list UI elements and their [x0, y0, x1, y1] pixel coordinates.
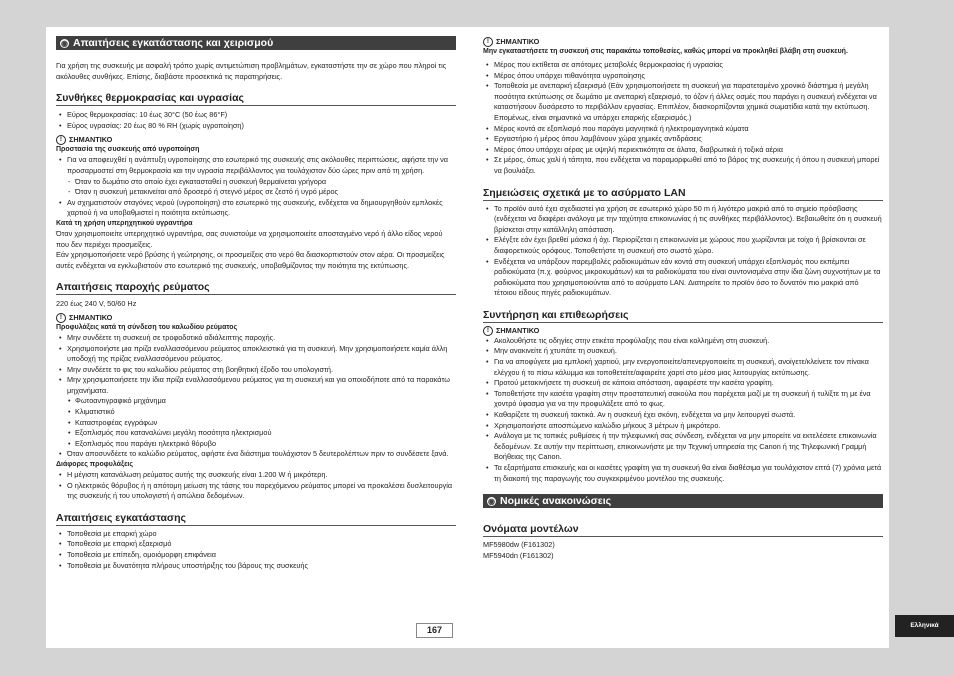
- warning-icon: !: [56, 313, 66, 323]
- globe-icon: ◉: [61, 38, 68, 48]
- list-item: - Όταν η συσκευή μετακινείται από δροσερό ή στεγνό μέρος σε ζεστό ή υγρό μέρος: [56, 187, 456, 198]
- language-tab: Ελληνικά: [895, 615, 954, 637]
- list: [483, 336, 883, 484]
- list-item: • Τοποθεσία με επαρκή εξαερισμό: [56, 539, 456, 550]
- list-item: • Τοποθετήστε την κασέτα γραφίτη στην προστατευτική σακούλα που παρέχεται μαζί με τη συσκευή ή τυλίξτε τη με ένα χοντρό ύφασμα για να την προφυλάξετε από το φως.: [483, 389, 883, 410]
- paragraph: Εάν χρησιμοποιήσετε νερό βρύσης ή γεώτρησης, οι προσμείξεις στο νερό θα διασκορπιστούν στον αέρα. Οι προσμείξεις αυτές ενδέχεται να εγκλωβιστούν στο εσωτερικό της συσκευής, υποβαθμίζοντας την ποιότητα της εκτύπωσης.: [56, 250, 445, 270]
- temp-list: [56, 110, 456, 131]
- lan-heading: Σημειώσεις σχετικά με το ασύρματο LAN: [483, 187, 883, 201]
- list: [56, 333, 456, 397]
- list-item: • Τα εξαρτήματα επισκευής και οι κασέτες γραφίτη για τη συσκευή θα είναι διαθέσιμα για τουλάχιστον επτά (7) χρόνια μετά τη διακοπή της παραγωγής του συγκεκριμένου μοντέλου της συσκευής.: [483, 463, 883, 484]
- list-item: • Φωτοαντιγραφικό μηχάνημα: [56, 396, 456, 407]
- list: [56, 155, 456, 176]
- right-column: [483, 27, 883, 561]
- important-note: ! ΣΗΜΑΝΤΙΚΟ: [483, 326, 883, 336]
- model-name: MF5980dw (F161302): [483, 540, 555, 550]
- subheading: Μην εγκαταστήσετε τη συσκευή στις παρακάτω τοποθεσίες, καθώς μπορεί να προκληθεί βλάβη στη συσκευή.: [483, 48, 848, 55]
- list-item: • Μέρος όπου υπάρχει αέρας με υψηλή περιεκτικότητα σε άλατα, διαβρωτικά ή τοξικά αέρια: [483, 145, 883, 156]
- paragraph: Όταν χρησιμοποιείτε υπερηχητικό υγραντήρα, σας συνιστούμε να χρησιμοποιείτε αποσταγμένο νερό ή άλλο είδος νερού που δεν περιέχει προσμείξεις.: [56, 228, 443, 249]
- models-heading: Ονόματα μοντέλων: [483, 523, 883, 537]
- list-item: • Ανάλογα με τις τοπικές ρυθμίσεις ή την τηλεφωνική σας σύνδεση, ενδέχεται να μην μπορείτε να εκτελέσετε επικοινωνία δεδομένων. Σε αυτήν την περίπτωση, επικοινωνήστε με την Τεχνική υπηρεσία της Canon ή της Τηλεφωνική Γραμμή Βοήθειας της Canon.: [483, 431, 883, 463]
- list-item: • Για να αποφευχθεί η ανάπτυξη υγροποίησης στο εσωτερικό της συσκευής στις ακόλουθες περιπτώσεις, αφήστε την να προσαρμοστεί στη θερμοκρασία και την υγρασία περιβάλλοντος για τουλάχιστον δύο ώρες πριν από τη χρήση.: [56, 155, 456, 176]
- warning-icon: !: [483, 326, 493, 336]
- install-list: [56, 529, 456, 571]
- list-item: • Τοποθεσία με επαρκή χώρο: [56, 529, 456, 540]
- list: [56, 470, 456, 502]
- list: [56, 198, 456, 219]
- list: [56, 449, 456, 460]
- list-item: • Προτού μετακινήσετε τη συσκευή σε κάποια απόσταση, αφαιρέστε την κασέτα γραφίτη.: [483, 378, 883, 389]
- maint-heading: Συντήρηση και επιθεωρήσεις: [483, 309, 883, 323]
- list-item: • Χρησιμοποιήστε μια πρίζα εναλλασσόμενου ρεύματος αποκλειστικά για τη συσκευή. Μην χρησιμοποιήσετε καμία άλλη υποδοχή της πρίζας εναλλασσόμενου ρεύματος.: [56, 344, 456, 365]
- list-item: • Μην χρησιμοποιήσετε την ίδια πρίζα εναλλασσόμενου ρεύματος για τη συσκευή και για οποιοδήποτε από τα παρακάτω μηχανήματα.: [56, 375, 456, 396]
- globe-icon: ◉: [488, 496, 495, 506]
- list-item: • Εξοπλισμός που καταναλώνει μεγάλη ποσότητα ηλεκτρισμού: [56, 428, 456, 439]
- list-item: • Ενδέχεται να υπάρξουν παρεμβολές ραδιοκυμάτων εάν κοντά στη συσκευή υπάρχει εξοπλισμός που εκπέμπει ραδιοκύματα (π.χ. φούρνος μικροκυμάτων) και τα ραδιοκύματα του είναι συντονισμένα στην ίδια ζώνη συχνοτήτων με τα ραδιοκύματα που χρησιμοποιούνται από το ασύρματο LAN. Διατηρείτε το προϊόν όσο το δυνατόν πιο μακριά από τέτοιου είδους πηγές ραδιοκυμάτων.: [483, 257, 883, 299]
- important-note: ! ΣΗΜΑΝΤΙΚΟ: [56, 313, 456, 323]
- list-item: • Τοποθεσία με δυνατότητα πλήρους υποστήριξης του βάρους της συσκευής: [56, 561, 456, 572]
- temp-heading: Συνθήκες θερμοκρασίας και υγρασίας: [56, 92, 456, 106]
- important-note: ! ΣΗΜΑΝΤΙΚΟ: [483, 37, 883, 47]
- list-item: • Το προϊόν αυτό έχει σχεδιαστεί για χρήση σε εσωτερικό χώρο 50 m ή λιγότερο μακριά από το σημείο πρόσβασης (ενδέχεται να διαφέρει ανάλογα με την ταχύτητα επικοινωνίας ή τις συνθήκες περιβάλλοντος). Βεβαιωθείτε ότι η συσκευή βρίσκεται στην κατάλληλη απόσταση.: [483, 204, 883, 236]
- lan-list: [483, 204, 883, 299]
- sub-list: [56, 396, 456, 449]
- power-value: 220 έως 240 V, 50/60 Hz: [56, 299, 137, 309]
- subheading: Κατά τη χρήση υπερηχητικού υγραντήρα: [56, 219, 193, 227]
- list-item: • Μην ανακινείτε ή χτυπάτε τη συσκευή.: [483, 346, 883, 357]
- list-item: • Εύρος υγρασίας: 20 έως 80 % RH (χωρίς υγροποίηση): [56, 121, 456, 132]
- list-item: • Εργαστήριο ή μέρος όπου λαμβάνουν χώρα χημικές αντιδράσεις: [483, 134, 883, 145]
- list: [483, 60, 883, 177]
- list-item: • Αν σχηματιστούν σταγόνες νερού (υγροποίηση) στο εσωτερικό της συσκευής, ενδέχεται να δημιουργηθούν εμπλοκές χαρτιού ή να υποβαθμιστεί η ποιότητα εκτύπωσης.: [56, 198, 456, 219]
- list-item: • Για να αποφύγετε μια εμπλοκή χαρτιού, μην ενεργοποιείτε/απενεργοποιείτε τη συσκευή, ανοίγετε/κλείνετε τον πίνακα ελέγχου ή το πίσω κάλυμμα και τοποθετείτε/αφαιρείτε χαρτί στο μέσο μιας λειτουργίας εκτύπωσης.: [483, 357, 883, 378]
- list-item: • Μέρος που εκτίθεται σε απότομες μεταβολές θερμοκρασίας ή υγρασίας: [483, 60, 883, 71]
- left-column: [56, 27, 456, 571]
- list-item: • Καθαρίζετε τη συσκευή τακτικά. Αν η συσκευή έχει σκόνη, ενδέχεται να μην λειτουργεί σωστά.: [483, 410, 883, 421]
- model-name: MF5940dn (F161302): [483, 550, 554, 560]
- list-item: • Τοποθεσία με επίπεδη, ομοιόμορφη επιφάνεια: [56, 550, 456, 561]
- list-item: • Ελέγξτε εάν έχει βρεθεί μάσκα ή όχι. Περιορίζεται η επικοινωνία με χώρους που χωρίζονται με τοίχο ή βρίσκονται σε διαφορετικούς ορόφους. Τοποθετήστε τη συσκευή στο σωστό χώρο.: [483, 235, 883, 256]
- list-item: • Μην συνδέετε τη συσκευή σε τροφοδοτικό αδιάλειπτης παροχής.: [56, 333, 456, 344]
- install-heading: Απαιτήσεις εγκατάστασης: [56, 512, 456, 526]
- list-item: • Όταν αποσυνδέετε το καλώδιο ρεύματος, αφήστε ένα διάστημα τουλάχιστον 5 δευτερολέπτων πριν το συνδέσετε ξανά.: [56, 449, 456, 460]
- page: [46, 27, 889, 648]
- list-item: • Καταστροφέας εγγράφων: [56, 418, 456, 429]
- list-item: • Σε μέρος, όπως χαλί ή τάπητα, που ενδέχεται να παραμορφωθεί από το βάρος της συσκευής ή όπου η συσκευή μπορεί να βουλιάξει.: [483, 155, 883, 176]
- legal-banner: ◉ Νομικές ανακοινώσεις: [483, 494, 883, 508]
- list-item: • Εύρος θερμοκρασίας: 10 έως 30°C (50 έως 86°F): [56, 110, 456, 121]
- power-heading: Απαιτήσεις παροχής ρεύματος: [56, 281, 456, 295]
- list-item: • Μην συνδέετε το φις του καλωδίου ρεύματος στη βοηθητική έξοδο του υπολογιστή.: [56, 365, 456, 376]
- list-item: • Η μέγιστη κατανάλωση ρεύματος αυτής της συσκευής είναι 1.200 W ή μικρότερη.: [56, 470, 456, 481]
- list-item: • Ο ηλεκτρικός θόρυβος ή η απότομη μείωση της τάσης του παρεχόμενου ρεύματος μπορεί να προκαλέσει δυσλειτουργία της συσκευής ή του υπολογιστή ή απώλεια δεδομένων.: [56, 481, 456, 502]
- important-note: ! ΣΗΜΑΝΤΙΚΟ: [56, 135, 456, 145]
- list-item: • Κλιματιστικό: [56, 407, 456, 418]
- dash-list: [56, 177, 456, 198]
- page-number: 167: [416, 623, 453, 638]
- warning-icon: !: [483, 37, 493, 47]
- list-item: • Χρησιμοποιήστε αποσπώμενο καλώδιο μήκους 3 μέτρων ή μικρότερο.: [483, 421, 883, 432]
- warning-icon: !: [56, 135, 66, 145]
- list-item: • Εξοπλισμός που παράγει ηλεκτρικό θόρυβο: [56, 439, 456, 450]
- list-item: • Ακολουθήστε τις οδηγίες στην ετικέτα προφύλαξης που είναι κολλημένη στη συσκευή.: [483, 336, 883, 347]
- list-item: • Μέρος κοντά σε εξοπλισμό που παράγει μαγνητικά ή ηλεκτρομαγνητικά κύματα: [483, 124, 883, 135]
- list-item: - Όταν το δωμάτιο στο οποίο έχει εγκατασταθεί η συσκευή θερμαίνεται γρήγορα: [56, 177, 456, 188]
- subheading: Διάφορες προφυλάξεις: [56, 461, 133, 469]
- subheading: Προφυλάξεις κατά τη σύνδεση του καλωδίου ρεύματος: [56, 323, 238, 331]
- section-banner: ◉ Απαιτήσεις εγκατάστασης και χειρισμού: [56, 36, 456, 50]
- list-item: • Τοποθεσία με ανεπαρκή εξαερισμό (Εάν χρησιμοποιήσετε τη συσκευή για παρατεταμένο χρονικό διάστημα ή μεγάλη ποσότητα εκτύπωσης σε δωμάτιο με ανεπαρκή εξαερισμό, το όζον ή άλλες οσμές που παράγει η συσκευή ενδέχεται να καταστήσουν δυσάρεστο το περιβάλλον εργασίας. Επιπλέον, διασκορπίζονται χημικά σωματίδια κατά την εκτύπωση. Επομένως, είναι σημαντικό να υπάρχει επαρκής εξαερισμός.): [483, 81, 883, 123]
- intro-text: Για χρήση της συσκευής με ασφαλή τρόπο χωρίς αντιμετώπιση προβλημάτων, εγκαταστήστε την σε χώρο που πληροί τις ακόλουθες συνθήκες. Επίσης, διαβάστε προσεκτικά τις παρατηρήσεις.: [56, 61, 447, 81]
- list-item: • Μέρος όπου υπάρχει πιθανότητα υγροποίησης: [483, 71, 883, 82]
- subheading: Προστασία της συσκευής από υγροποίηση: [56, 146, 200, 154]
